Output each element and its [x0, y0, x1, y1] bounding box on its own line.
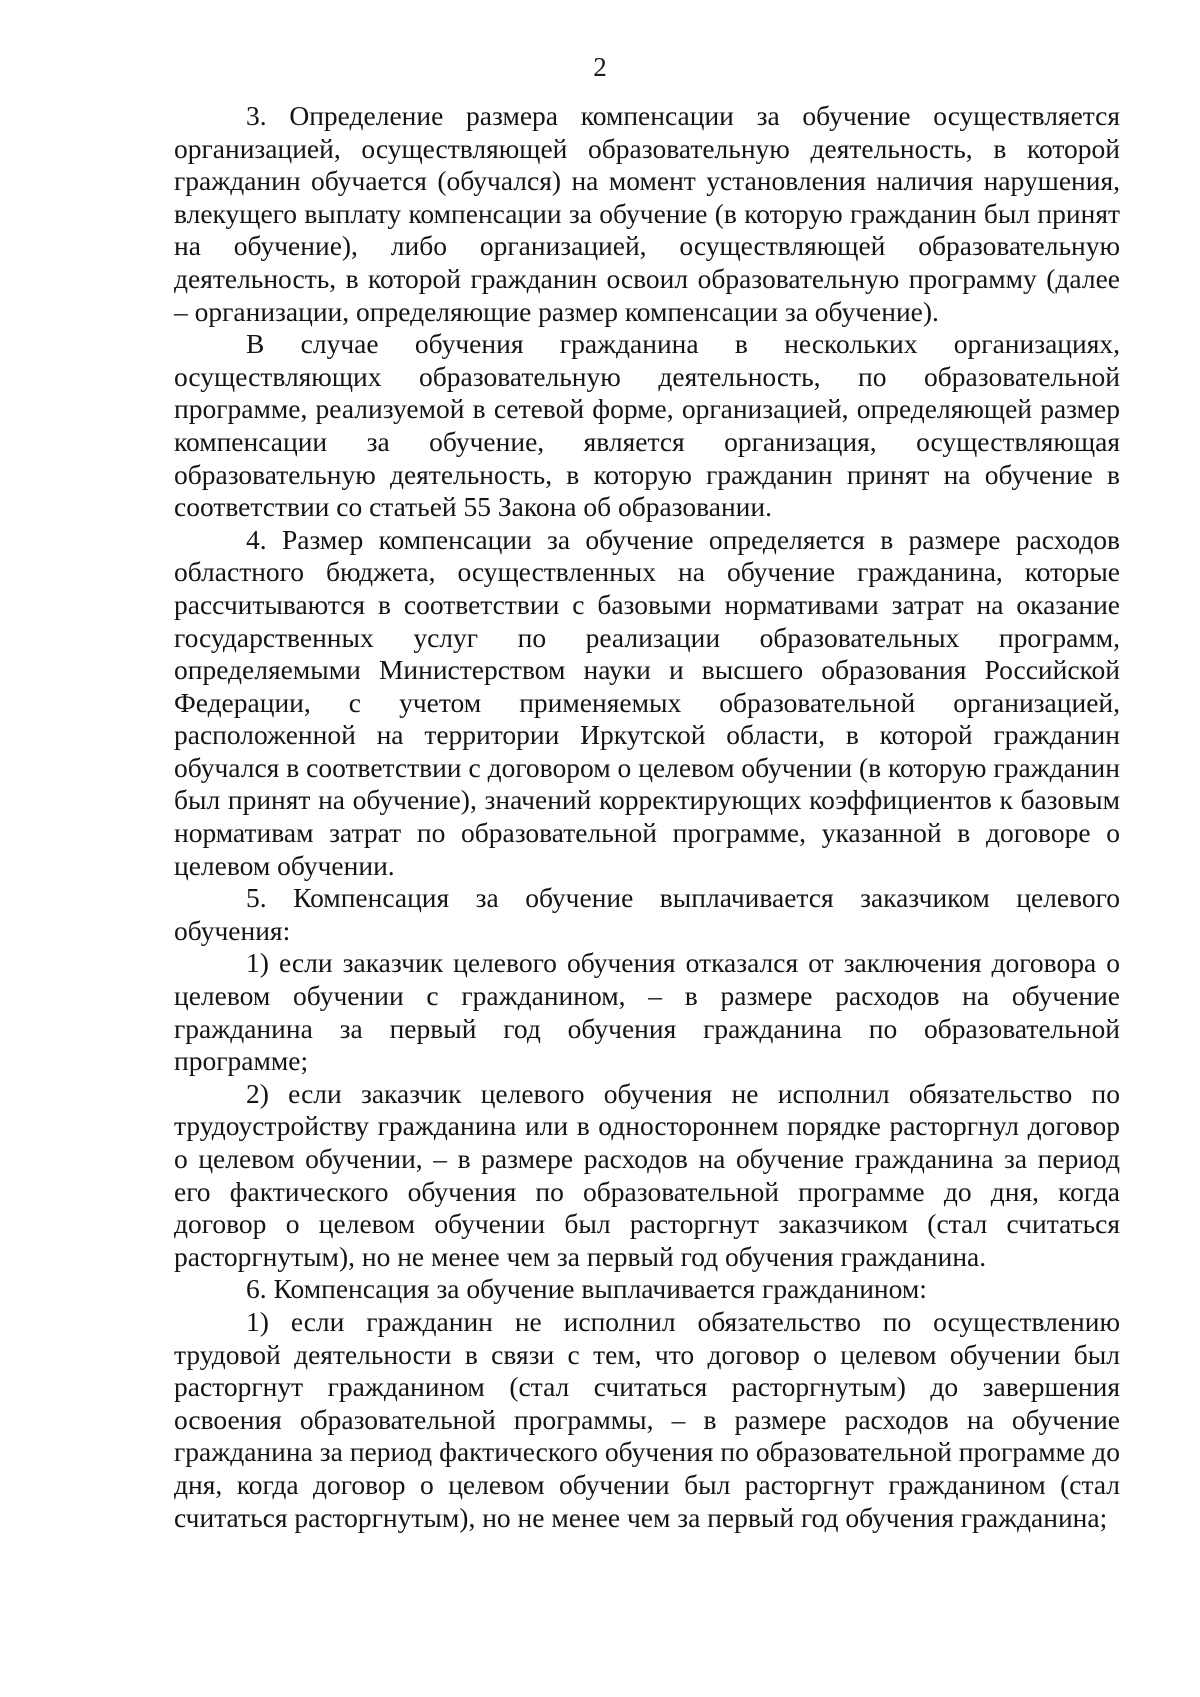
- paragraph-3-network-form: В случае обучения гражданина в нескольких организациях, осуществляющих образовательную деятельность, по образовательной программе, реализуемой в сетевой форме, организацией, определяющей размер компенсации за обучение, является организация, осуществляющая образовательную деятельность, в которую гражданин принят на обучение в соответствии со статьей 55 Закона об образовании.: [174, 328, 1120, 523]
- paragraph-6-item-1: 1) если гражданин не исполнил обязательство по осуществлению трудовой деятельности в связи с тем, что договор о целевом обучении был расторгнут гражданином (стал считаться расторгнутым) до завершения освоения образовательной программы, – в размере расходов на обучение гражданина за период фактического обучения по образовательной программе до дня, когда договор о целевом обучении был расторгнут гражданином (стал считаться расторгнутым), но не менее чем за первый год обучения гражданина;: [174, 1305, 1120, 1533]
- paragraph-6: 6. Компенсация за обучение выплачивается гражданином:: [246, 1273, 927, 1305]
- paragraph-5: 5. Компенсация за обучение выплачивается заказчиком целевого обучения:: [174, 882, 1120, 946]
- paragraph-4: 4. Размер компенсации за обучение определяется в размере расходов областного бюджета, осуществленных на обучение гражданина, которые рассчитываются в соответствии с базовыми нормативами затрат на оказание государственных услуг по реализации образовательных программ, определяемыми Министерством науки и высшего образования Российской Федерации, с учетом применяемых образовательной организацией, расположенной на территории Иркутской области, в которой гражданин обучался в соответствии с договором о целевом обучении (в которую гражданин был принят на обучение), значений корректирующих коэффициентов к базовым нормативам затрат по образовательной программе, указанной в договоре о целевом обучении.: [174, 523, 1120, 881]
- paragraph-5-item-1: 1) если заказчик целевого обучения отказался от заключения договора о целевом обучении с гражданином, – в размере расходов на обучение гражданина за первый год обучения гражданина по образовательной программе;: [174, 947, 1120, 1077]
- document-body: [174, 100, 1120, 1534]
- paragraph-3: 3. Определение размера компенсации за обучение осуществляется организацией, осуществляющей образовательную деятельность, в которой гражданин обучается (обучался) на момент установления наличия нарушения, влекущего выплату компенсации за обучение (в которую гражданин был принят на обучение), либо организацией, осуществляющей образовательную деятельность, в которой гражданин освоил образовательную программу (далее – организации, определяющие размер компенсации за обучение).: [174, 100, 1120, 327]
- paragraph-5-item-2: 2) если заказчик целевого обучения не исполнил обязательство по трудоустройству гражданина или в одностороннем порядке расторгнул договор о целевом обучении, – в размере расходов на обучение гражданина за период его фактического обучения по образовательной программе до дня, когда договор о целевом обучении был расторгнут заказчиком (стал считаться расторгнутым), но не менее чем за первый год обучения гражданина.: [174, 1077, 1120, 1272]
- page-number: 2: [593, 52, 607, 82]
